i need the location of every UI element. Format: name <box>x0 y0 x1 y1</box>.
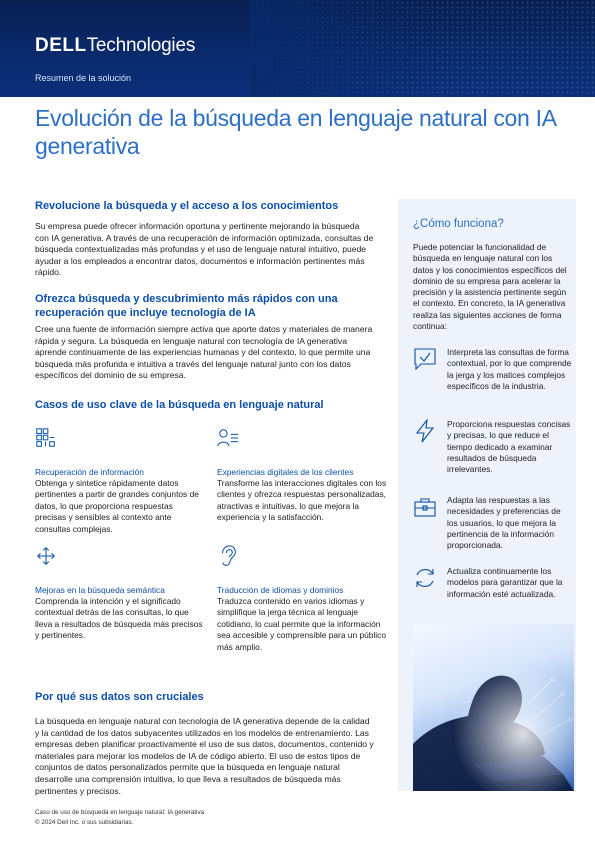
step-text: Proporciona respuestas concisas y precisas, lo que reduce el tiempo dedicado a examinar resultados de búsqueda irrelevantes. <box>447 419 571 475</box>
panel-intro: Puede potenciar la funcionalidad de búsqueda en lenguaje natural con los datos y los conocimientos específicos del dominio de su empresa para acelerar la precisión y la asistencia pertinente según el contexto. En concreto, la IA generativa realiza las siguientes acciones de forma continua: <box>413 242 567 332</box>
section-text: Su empresa puede ofrecer información oportuna y pertinente mejorando la búsqueda con IA generativa. A través de una recuperación de información optimizada, consultas de búsqueda contextualizadas más profundas y el uso de lenguaje natural intuitivo, puede ayudar a los empleados a encontrar datos, documentos e información pertinentes más rápido. <box>35 221 374 278</box>
data-grid-icon <box>35 427 57 449</box>
section-heading: Ofrezca búsqueda y descubrimiento más rápidos con una recuperación que incluye tecnología de IA <box>35 293 338 319</box>
section-revolucione <box>35 199 375 279</box>
use-case-title: Traducción de idiomas y dominios <box>217 585 344 595</box>
user-list-icon <box>217 427 239 449</box>
arrows-expand-icon <box>35 545 57 567</box>
section-ofrezca <box>35 292 375 382</box>
chat-check-icon <box>413 347 437 371</box>
header-banner <box>0 0 595 97</box>
footer <box>35 808 204 828</box>
step-text: Adapta las respuestas a las necesidades y preferencias de los usuarios, lo que mejora la pertinencia de la información proporcionada. <box>447 495 561 551</box>
header-dot-pattern <box>250 0 595 97</box>
footer-doc-name: Caso de uso de búsqueda en lenguaje natural: IA generativa <box>35 809 205 816</box>
toolbox-icon <box>413 495 437 519</box>
how-it-works-panel <box>398 199 576 791</box>
page-title: Evolución de la búsqueda en lenguaje natural con IA generativa <box>35 105 556 159</box>
section-text: Cree una fuente de información siempre activa que aporte datos y materiales de manera rápida y segura. La búsqueda en lenguaje natural con tecnología de IA generativa aprende continuamente de las experiencias humanas y del contexto, lo que permite una búsqueda más profunda e intuitiva a través del lenguaje natural junto con los datos específicos del dominio de su empresa. <box>35 324 373 381</box>
panel-title: ¿Cómo funciona? <box>413 218 504 230</box>
logo-dell: DELL <box>35 35 87 56</box>
person-using-laptop-image <box>413 624 574 791</box>
section-heading: Revolucione la búsqueda y el acceso a los conocimientos <box>35 200 339 212</box>
document-type: Resumen de la solución <box>35 73 132 83</box>
use-case-text: Transforme las interacciones digitales con los clientes y ofrezca respuestas personalizadas, atractivas e intuitivas, lo que mejora la experiencia y la satisfacción. <box>217 478 387 523</box>
section-por-que-datos <box>35 690 375 797</box>
use-case-title: Experiencias digitales de los clientes <box>217 467 354 477</box>
lightning-icon <box>413 419 437 443</box>
use-case-title: Recuperación de información <box>35 467 144 477</box>
section-heading: Por qué sus datos son cruciales <box>35 691 204 703</box>
step-text: Interpreta las consultas de forma contextual, por lo que comprende la jerga y los matices complejos específicos de la industria. <box>447 347 572 391</box>
section-heading: Casos de uso clave de la búsqueda en lenguaje natural <box>35 399 324 411</box>
step-text: Actualiza continuamente los modelos para garantizar que la información esté actualizada. <box>447 566 563 599</box>
logo-technologies: Technologies <box>86 35 196 56</box>
use-case-title: Mejoras en la búsqueda semántica <box>35 585 165 595</box>
use-case-experiencias <box>217 427 387 524</box>
footer-copyright: © 2024 Dell Inc. o sus subsidiarias. <box>35 819 134 826</box>
section-text: La búsqueda en lenguaje natural con tecnología de IA generativa depende de la calidad y la cantidad de los datos subyacentes utilizados en los modelos de entrenamiento. Las empresas deben planificar proactivamente el uso de sus datos, documentos, contenido y materiales para mejorar los modelos de IA de código abierto. El uso de estos tipos de conjuntos de datos personalizados permite que la búsqueda en lenguaje natural desarrolle una comprensión intuitiva, lo que lleva a resultados de búsqueda más pertinentes y precisos. <box>35 716 374 796</box>
dell-technologies-logo <box>35 35 195 57</box>
use-case-busqueda-semantica <box>35 545 205 642</box>
use-case-recuperacion <box>35 427 205 535</box>
use-case-text: Traduzca contenido en varios idiomas y simplifique la jerga técnica al lenguaje cotidiano, lo cual permite que la información sea accesible y comprensible para un público más amplio. <box>217 596 386 652</box>
use-case-traduccion <box>217 545 387 653</box>
use-case-text: Obtenga y sintetice rápidamente datos pertinentes a partir de grandes conjuntos de datos, lo que proporciona respuestas precisas y sensibles al contexto ante consultas complejas. <box>35 478 199 534</box>
refresh-icon <box>413 566 437 590</box>
section-casos-de-uso <box>35 398 375 412</box>
ear-icon <box>217 545 239 567</box>
use-case-text: Comprenda la intención y el significado contextual detrás de las consultas, lo que lleva a resultados de búsqueda más precisos y pertinentes. <box>35 596 203 641</box>
